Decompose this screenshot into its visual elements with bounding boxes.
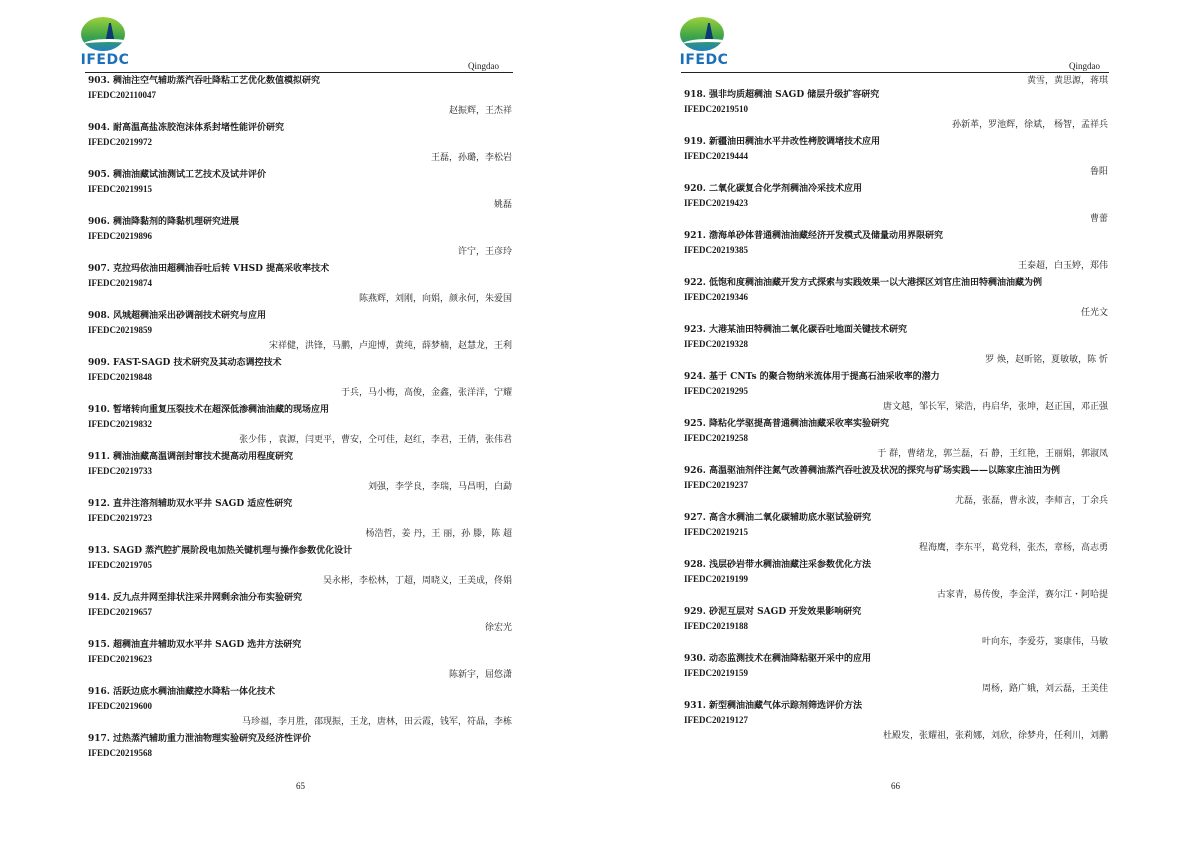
entry-title: 921. 渤海单砂体普通稠油油藏经济开发模式及储量动用界限研究 xyxy=(684,231,944,241)
entry-code: IFEDC20219705 xyxy=(88,560,153,570)
entry-authors: 尤磊，张磊，曹永波，李师言，丁余兵 xyxy=(954,496,1108,506)
entry-authors: 马珍福，李月胜，邵现振，王龙，唐林，田云霞，钱军，符晶，李栋 xyxy=(241,717,512,727)
ifedc-logo xyxy=(75,17,135,73)
entry-code: IFEDC20219237 xyxy=(684,480,749,490)
entry-code: IFEDC20219600 xyxy=(88,701,153,711)
entry-code: IFEDC20219328 xyxy=(684,339,749,349)
entry-title: 905. 稠油油藏试油测试工艺技术及试井评价 xyxy=(88,170,267,180)
entry-authors: 于兵，马小梅，高俊，金鑫，张洋洋，宁耀 xyxy=(340,388,512,398)
entry-title: 918. 强非均质超稠油 SAGD 储层升级扩容研究 xyxy=(684,90,880,100)
logo-text: IFEDC xyxy=(80,52,130,68)
entry-title: 906. 稠油降黏剂的降黏机理研究进展 xyxy=(88,217,240,227)
entry-title: 904. 耐高温高盐冻胶泡沫体系封堵性能评价研究 xyxy=(88,123,285,133)
entry-code: IFEDC20219199 xyxy=(684,574,749,584)
entry-authors: 程海鹰，李东平，葛党科，张杰，章杨，高志勇 xyxy=(918,543,1108,553)
entry-authors: 鲁阳 xyxy=(1089,167,1108,177)
entry-title: 925. 降粘化学驱提高普通稠油油藏采收率实验研究 xyxy=(684,419,890,429)
entry-title: 913. SAGD 蒸汽腔扩展阶段电加热关键机理与操作参数优化设计 xyxy=(88,546,353,556)
entry-authors: 孙新革，罗池辉，徐斌， 杨智，孟祥兵 xyxy=(952,120,1108,130)
page-number: 66 xyxy=(891,781,900,791)
entry-title: 924. 基于 CNTs 的聚合物纳米流体用于提高石油采收率的潜力 xyxy=(684,372,940,382)
entry-code: IFEDC20219385 xyxy=(684,245,749,255)
header-city: Qingdao xyxy=(1069,61,1100,71)
entry-authors: 姚磊 xyxy=(493,200,512,210)
entry-code: IFEDC20219510 xyxy=(684,104,749,114)
logo-emblem-icon xyxy=(680,17,724,51)
entry-title: 908. 风城超稠油采出砂调剖技术研究与应用 xyxy=(88,311,267,321)
entry-authors: 徐宏光 xyxy=(484,623,512,633)
entry-title: 923. 大港某油田特稠油二氧化碳吞吐地面关键技术研究 xyxy=(684,325,908,335)
entry-title: 903. 稠油注空气辅助蒸汽吞吐降粘工艺优化数值模拟研究 xyxy=(88,76,321,86)
entry-code: IFEDC20219127 xyxy=(684,715,749,725)
entry-code: IFEDC20219295 xyxy=(684,386,749,396)
entry-title: 910. 暂堵转向重复压裂技术在超深低渗稠油油藏的现场应用 xyxy=(88,405,330,415)
entry-code: IFEDC20219874 xyxy=(88,278,153,288)
entry-title: 929. 砂泥互层对 SAGD 开发效果影响研究 xyxy=(684,607,862,617)
entry-authors: 唐文越，邹长军，梁浩，冉启华，张坤，赵正国，邓正强 xyxy=(882,402,1108,412)
entry-code: IFEDC20219346 xyxy=(684,292,749,302)
entry-list xyxy=(684,74,1108,746)
entry-code: IFEDC20219159 xyxy=(684,668,749,678)
entry-authors: 张少伟 ，袁源，闫更平，曹安，仝可佳，赵红，李君，王倩，张伟君 xyxy=(239,435,512,445)
entry-code: IFEDC20219258 xyxy=(684,433,749,443)
right-page xyxy=(596,0,1191,842)
entry-authors: 杜殿发，张耀祖，张莉娜，刘欣，徐梦舟，任利川，刘鹏 xyxy=(882,731,1108,741)
entry-code: IFEDC20219723 xyxy=(88,513,153,523)
entry-title: 907. 克拉玛依油田超稠油吞吐后转 VHSD 提高采收率技术 xyxy=(88,264,330,274)
entry-title: 926. 高温驱油剂伴注氮气改善稠油蒸汽吞吐波及状况的探究与矿场实践——以陈家庄油田为例 xyxy=(684,466,1061,476)
entry-code: IFEDC20219859 xyxy=(88,325,153,335)
entry-authors: 罗 焕，赵昕铭，夏敏敏，陈 忻 xyxy=(985,355,1108,365)
entry-authors: 王磊，孙璐，李松岩 xyxy=(430,153,512,163)
entry-code: IFEDC20219188 xyxy=(684,621,749,631)
entry-authors: 王泰超，白玉婷，郑伟 xyxy=(1017,261,1108,271)
entry-title: 931. 新型稠油油藏气体示踪剂筛选评价方法 xyxy=(684,701,863,711)
entry-code: IFEDC20219215 xyxy=(684,527,749,537)
entry-authors: 赵振辉，王杰祥 xyxy=(448,106,512,116)
entry-code: IFEDC20219568 xyxy=(88,748,153,758)
continued-authors: 黄雪，黄思源，蒋琪 xyxy=(1026,76,1108,86)
entry-authors: 于 群，曹绪龙，郭兰磊，石 静，王红艳，王丽娟，郭淑凤 xyxy=(877,449,1108,459)
header-rule xyxy=(681,72,1109,73)
left-page xyxy=(0,0,595,842)
entry-code: IFEDC20219848 xyxy=(88,372,153,382)
entry-authors: 叶向东，李爱芬，窦康伟，马敏 xyxy=(981,637,1108,647)
entry-code: IFEDC20219623 xyxy=(88,654,153,664)
entry-code: IFEDC20219657 xyxy=(88,607,153,617)
entry-authors: 陈燕辉，刘刚，向娟，颜永何，朱爱国 xyxy=(358,294,512,304)
entry-title: 909. FAST-SAGD 技术研究及其动态调控技术 xyxy=(88,358,282,368)
entry-title: 914. 反九点井网至排状注采井网剩余油分布实验研究 xyxy=(88,593,303,603)
entry-authors: 许宁，王彦玲 xyxy=(457,247,512,257)
entry-title: 912. 直井注溶剂辅助双水平井 SAGD 适应性研究 xyxy=(88,499,293,509)
entry-title: 916. 活跃边底水稠油油藏控水降粘一体化技术 xyxy=(88,687,276,697)
entry-authors: 周杨，路广娥，刘云磊，王美佳 xyxy=(981,684,1108,694)
entry-code: IFEDC20219915 xyxy=(88,184,153,194)
wave-icon xyxy=(83,39,125,50)
wave-icon xyxy=(682,39,724,50)
entry-code: IFEDC20219444 xyxy=(684,151,749,161)
logo-text: IFEDC xyxy=(679,52,729,68)
entry-authors: 曹蕾 xyxy=(1089,214,1108,224)
entry-code: IFEDC20219733 xyxy=(88,466,153,476)
entry-authors: 杨浩哲，姜 丹，王 丽，孙 滕，陈 超 xyxy=(365,529,512,539)
entry-authors: 古家青，易传俊，李金洋，赛尔江・阿哈提 xyxy=(936,590,1108,600)
entry-code: IFEDC20219832 xyxy=(88,419,153,429)
entry-authors: 吴永彬，李松林，丁超，周晓义，王美成，佟娟 xyxy=(322,576,512,586)
entry-authors: 陈新宇，屈悠潇 xyxy=(448,670,512,680)
entry-title: 919. 新疆油田稠油水平井改性栲胶调堵技术应用 xyxy=(684,137,881,147)
ifedc-logo xyxy=(674,17,734,73)
entry-title: 915. 超稠油直井辅助双水平井 SAGD 选井方法研究 xyxy=(88,640,302,650)
entry-title: 922. 低饱和度稠油油藏开发方式探索与实践效果一以大港探区刘官庄油田特稠油油藏为例 xyxy=(684,278,1043,288)
logo-emblem-icon xyxy=(81,17,125,51)
header-rule xyxy=(85,72,513,73)
entry-title: 911. 稠油油藏高温调剖封窜技术提高动用程度研究 xyxy=(88,452,294,462)
entry-authors: 刘强，李学良，李瑞，马昌明，白勐 xyxy=(367,482,512,492)
entry-code: IFEDC20219896 xyxy=(88,231,153,241)
page-number: 65 xyxy=(296,781,305,791)
entry-title: 917. 过热蒸汽辅助重力泄油物理实验研究及经济性评价 xyxy=(88,734,312,744)
entry-code: IFEDC202110047 xyxy=(88,90,157,100)
entry-title: 928. 浅层砂岩带水稠油油藏注采参数优化方法 xyxy=(684,560,872,570)
entry-title: 920. 二氧化碳复合化学剂稠油冷采技术应用 xyxy=(684,184,863,194)
entry-code: IFEDC20219423 xyxy=(684,198,749,208)
entry-list xyxy=(88,74,512,762)
entry-authors: 任光文 xyxy=(1080,308,1108,318)
entry-title: 930. 动态监测技术在稠油降粘驱开采中的应用 xyxy=(684,654,872,664)
entry-authors: 宋祥健，洪锋，马鹏，卢迎博，黄纯，薛梦楠，赵慧龙，王利 xyxy=(268,341,512,351)
header-city: Qingdao xyxy=(468,61,499,71)
entry-code: IFEDC20219972 xyxy=(88,137,153,147)
entry-title: 927. 高含水稠油二氧化碳辅助底水驱试验研究 xyxy=(684,513,872,523)
